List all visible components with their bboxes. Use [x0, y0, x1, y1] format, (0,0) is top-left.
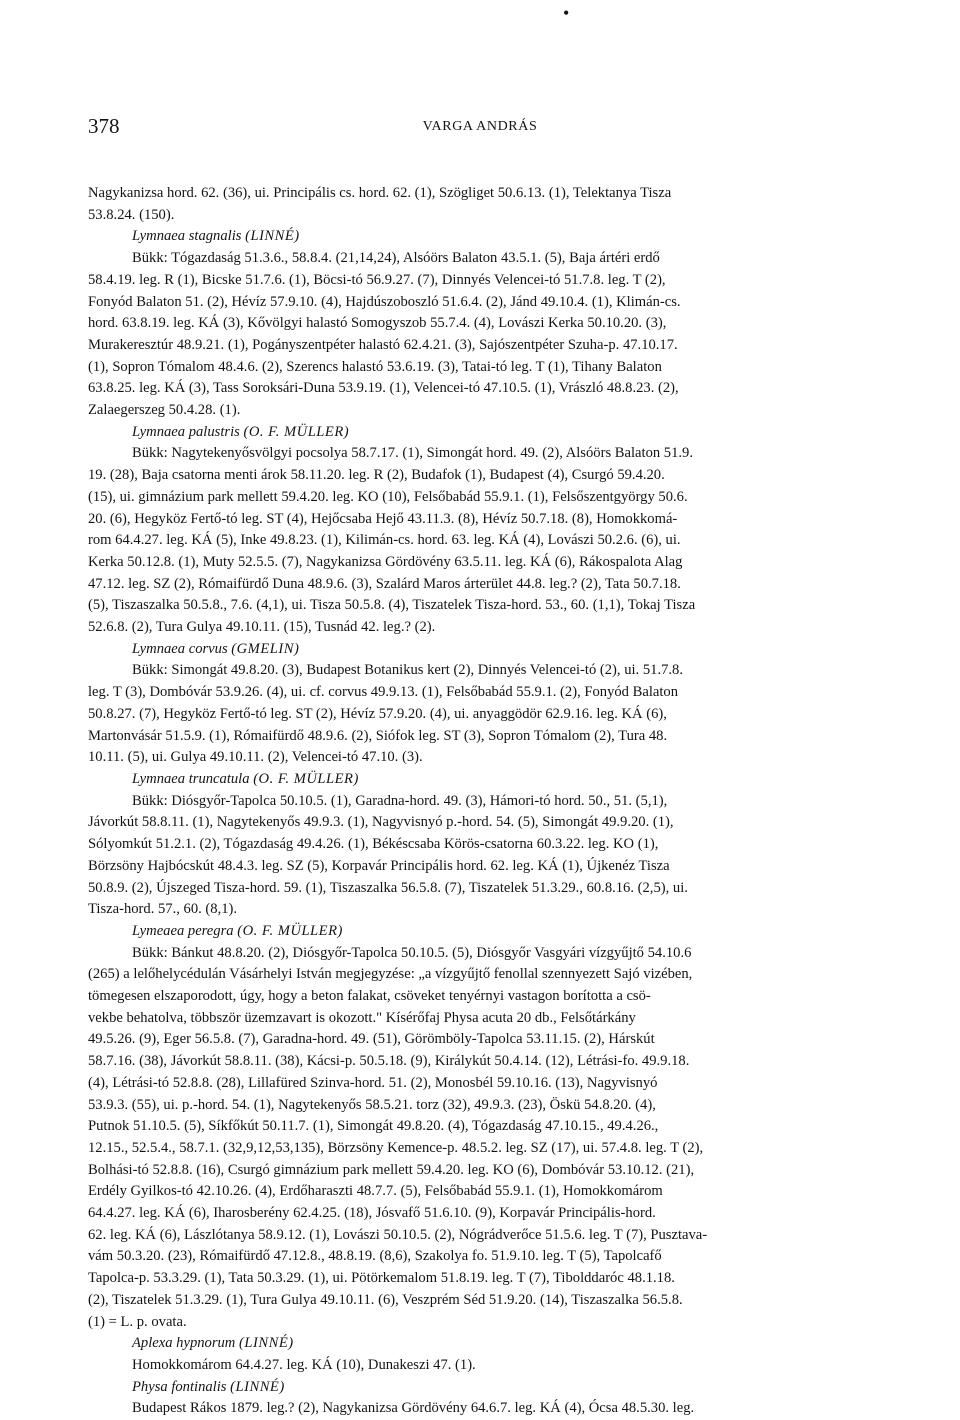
text-line: (15), ui. gimnázium park mellett 59.4.20. leg. KO (10), Felsőbabád 55.9.1. (1), Felsőszentgyörgy 50.6. [88, 488, 688, 505]
text-line: (5), Tiszaszalka 50.5.8., 7.6. (4,1), ui. Tisza 50.5.8. (4), Tiszatelek Tisza-hord. 53., 60. (1,1), Tokaj Tisza [88, 597, 696, 614]
locality-paragraph [88, 1398, 872, 1420]
locality-paragraph [88, 443, 872, 638]
text-line: 12.15., 52.5.4., 58.7.1. (32,9,12,53,135), Börzsöny Kemence-p. 48.5.2. leg. SZ (17), ui. 57.4.8. leg. T (2), [88, 1139, 704, 1156]
text-line: Martonvásár 51.5.9. (1), Rómaifürdő 48.9.6. (2), Siófok leg. ST (3), Sopron Tómalom (2), Tura 48. [88, 727, 668, 744]
text-line: 19. (28), Baja csatorna menti árok 58.11.20. leg. R (2), Budafok (1), Budapest (4), Csurgó 59.4.20. [88, 467, 665, 484]
text-line: Bükk: Tógazdaság 51.3.6., 58.8.4. (21,14,24), Alsóörs Balaton 43.5.1. (5), Baja ártéri erdő [132, 250, 660, 267]
text-line: 63.8.25. leg. KÁ (3), Tass Soroksári-Duna 53.9.19. (1), Velencei-tó 47.10.5. (1), Vrászló 48.8.23. (2), [88, 380, 679, 397]
text-line: Tapolca-p. 53.3.29. (1), Tata 50.3.29. (1), ui. Pötörkemalom 51.8.19. leg. T (7), Tibolddaróc 48.1.18. [88, 1270, 675, 1287]
text-line: (1), Sopron Tómalom 48.4.6. (2), Szerencs halastó 53.6.19. (3), Tatai-tó leg. T (1), Tihany Balaton [88, 358, 662, 375]
text-line: 10.11. (5), ui. Gulya 49.10.11. (2), Velencei-tó 47.10. (3). [88, 749, 423, 766]
species-heading [88, 639, 872, 661]
species-name: Lymnaea truncatula [132, 770, 250, 787]
text-line: Tisza-hord. 57., 60. (8,1). [88, 901, 238, 918]
text-line: 58.7.16. (38), Jávorkút 58.8.11. (38), Kácsi-p. 50.5.18. (9), Királykút 50.4.14. (12), Létrási-fo. 49.9.18. [88, 1053, 690, 1070]
text-line: Jávorkút 58.8.11. (1), Nagytekenyős 49.9.3. (1), Nagyvisnyó p.-hord. 54. (5), Simongát 49.9.20. (1), [88, 814, 674, 831]
text-line: 53.8.24. (150). [88, 206, 175, 223]
text-line: Bükk: Simongát 49.8.20. (3), Budapest Botanikus kert (2), Dinnyés Velencei-tó (2), ui. 51.7.8. [132, 662, 683, 679]
locality-paragraph [88, 248, 872, 422]
text-line: Sólyomkút 51.2.1. (2), Tógazdaság 49.4.26. (1), Békéscsaba Körös-csatorna 60.3.22. leg. KO (1), [88, 836, 659, 853]
bullet-mark: • [563, 3, 570, 23]
text-line: leg. T (3), Dombóvár 53.9.26. (4), ui. cf. corvus 49.9.13. (1), Felsőbabád 55.9.1. (2), Fonyód Balaton [88, 684, 679, 701]
page-header [0, 114, 960, 138]
text-line: Börzsöny Hajbócskút 48.4.3. leg. SZ (5), Korpavár Principális hord. 62. leg. KÁ (1), Újkenéz Tisza [88, 857, 670, 874]
text-line: Erdély Gyilkos-tó 42.10.26. (4), Erdőharaszti 48.7.7. (5), Felsőbabád 55.9.1. (1), Homokkomárom [88, 1183, 663, 1200]
intro-paragraph [88, 183, 872, 226]
species-name: Aplexa hypnorum [132, 1335, 236, 1352]
text-line: 62. leg. KÁ (6), Lászlótanya 58.9.12. (1), Lovászi 50.10.5. (2), Nógrádverőce 51.5.6. leg. T (7), Pusztava- [88, 1226, 708, 1243]
species-name: Lymnaea stagnalis [132, 228, 242, 245]
text-line: Zalaegerszeg 50.4.28. (1). [88, 402, 241, 419]
locality-paragraph [88, 1355, 872, 1377]
text-line: 53.9.3. (55), ui. p.-hord. 54. (1), Nagytekenyős 58.5.21. torz (32), 49.9.3. (23), Öskü 54.8.20. (4), [88, 1096, 656, 1113]
text-line: Murakeresztúr 48.9.21. (1), Pogányszentpéter halastó 62.4.21. (3), Sajószentpéter Szuha-p. 47.10.17. [88, 336, 678, 353]
text-line: (2), Tiszatelek 51.3.29. (1), Tura Gulya 49.10.11. (6), Veszprém Séd 51.9.20. (14), Tiszaszalka 56.5.8. [88, 1291, 683, 1308]
text-line: Fonyód Balaton 51. (2), Hévíz 57.9.10. (4), Hajdúszoboszló 51.6.4. (2), Jánd 49.10.4. (1), Klimán-cs. [88, 293, 681, 310]
text-line: 47.12. leg. SZ (2), Rómaifürdő Duna 48.9.6. (3), Szalárd Maros árterület 44.8. leg.? (2), Tata 50.7.18. [88, 575, 681, 592]
species-author: (O. F. MÜLLER) [243, 423, 350, 440]
text-line: vekbe behatolva, többször üzemzavart is okozott." Kísérőfaj Physa acuta 20 db., Felsőtárkány [88, 1009, 636, 1026]
text-line: 52.6.8. (2), Tura Gulya 49.10.11. (15), Tusnád 42. leg.? (2). [88, 619, 436, 636]
text-line: rom 64.4.27. leg. KÁ (5), Inke 49.8.23. (1), Kilimán-cs. hord. 63. leg. KÁ (4), Lovászi 50.2.6. (6), ui. [88, 532, 681, 549]
text-line: 50.8.27. (7), Hegyköz Fertő-tó leg. ST (2), Hévíz 57.9.20. (4), ui. anyaggödör 62.9.16. leg. KÁ (6), [88, 705, 667, 722]
species-heading [88, 422, 872, 444]
species-author: (LINNÉ) [245, 228, 300, 245]
species-author: (LINNÉ) [239, 1335, 294, 1352]
species-name: Lymnaea palustris [132, 423, 240, 440]
text-line: 64.4.27. leg. KÁ (6), Iharosberény 62.4.25. (18), Jósvafő 51.6.10. (9), Korpavár Principális-hord. [88, 1205, 656, 1222]
text-line: 58.4.19. leg. R (1), Bicske 51.7.6. (1), Böcsi-tó 56.9.27. (7), Dinnyés Velencei-tó 51.7.8. leg. T (2), [88, 271, 666, 288]
text-line: 20. (6), Hegyköz Fertő-tó leg. ST (4), Hejőcsaba Hejő 43.11.3. (8), Hévíz 50.7.18. (8), Homokkomá- [88, 510, 678, 527]
species-heading [88, 226, 872, 248]
page-body [88, 183, 872, 1420]
text-line: (265) a lelőhelycédulán Vásárhelyi István megjegyzése: „a vízgyűjtő fenollal szennyezett Sajó vizében, [88, 966, 693, 983]
page-number: 378 [88, 114, 120, 138]
species-heading [88, 1377, 872, 1399]
species-author: (LINNÉ) [230, 1378, 285, 1395]
running-head: VARGA ANDRÁS [422, 119, 538, 134]
text-line: tömegesen elszaporodott, úgy, hogy a beton falakat, csöveket tenyérnyi vastagon borította a csö- [88, 988, 651, 1005]
text-line: (4), Létrási-tó 52.8.8. (28), Lillafüred Szinva-hord. 51. (2), Monosbél 59.10.16. (13), Nagyvisnyó [88, 1074, 658, 1091]
locality-paragraph [88, 791, 872, 921]
text-line: Bolhási-tó 52.8.8. (16), Csurgó gimnázium park mellett 59.4.20. leg. KO (6), Dombóvár 53.10.12. (21), [88, 1161, 695, 1178]
species-author: (GMELIN) [231, 640, 300, 657]
text-line: Nagykanizsa hord. 62. (36), ui. Principális cs. hord. 62. (1), Szögliget 50.6.13. (1), Telektanya Tisza [88, 185, 672, 201]
text-line: hord. 63.8.19. leg. KÁ (3), Kővölgyi halastó Somogyszob 55.7.4. (4), Lovászi Kerka 50.10.20. (3), [88, 315, 667, 332]
text-line: Bükk: Diósgyőr-Tapolca 50.10.5. (1), Garadna-hord. 49. (3), Hámori-tó hord. 50., 51. (5,1), [132, 792, 668, 809]
species-author: (O. F. MÜLLER) [237, 922, 343, 939]
species-name: Lymeaea peregra [132, 922, 234, 939]
locality-paragraph [88, 943, 872, 1334]
text-line: Putnok 51.10.5. (5), Síkfőkút 50.11.7. (1), Simongát 49.8.20. (4), Tógazdaság 47.10.15., 49.4.26., [88, 1118, 659, 1135]
species-name: Lymnaea corvus [132, 640, 228, 657]
species-heading [88, 769, 872, 791]
species-author: (O. F. MÜLLER) [253, 770, 359, 787]
species-sections [88, 226, 872, 1420]
text-line: Budapest Rákos 1879. leg.? (2), Nagykanizsa Gördövény 64.6.7. leg. KÁ (4), Ócsa 48.5.30. leg. [132, 1400, 695, 1417]
text-line: 50.8.9. (2), Újszeged Tisza-hord. 59. (1), Tiszaszalka 56.5.8. (7), Tiszatelek 51.3.29., 60.8.16. (2,5), ui. [88, 879, 688, 896]
species-heading [88, 921, 872, 943]
text-line: Bükk: Nagytekenyősvölgyi pocsolya 58.7.17. (1), Simongát hord. 49. (2), Alsóörs Balaton 51.9. [132, 445, 693, 462]
text-line: vám 50.3.20. (23), Rómaifürdő 47.12.8., 48.8.19. (8,6), Szakolya fo. 51.9.10. leg. T (5), Tapolcafő [88, 1248, 662, 1265]
text-line: Homokkomárom 64.4.27. leg. KÁ (10), Dunakeszi 47. (1). [132, 1356, 476, 1373]
species-heading [88, 1333, 872, 1355]
text-line: 49.5.26. (9), Eger 56.5.8. (7), Garadna-hord. 49. (51), Görömböly-Tapolca 53.11.15. (2), Hárskút [88, 1031, 655, 1048]
text-line: Bükk: Bánkut 48.8.20. (2), Diósgyőr-Tapolca 50.10.5. (5), Diósgyőr Vasgyári vízgyűjtő 54.10.6 [132, 944, 692, 961]
text-line: Kerka 50.12.8. (1), Muty 52.5.5. (7), Nagykanizsa Gördövény 63.5.11. leg. KÁ (6), Rákospalota Alag [88, 553, 683, 570]
species-name: Physa fontinalis [132, 1378, 227, 1395]
locality-paragraph [88, 660, 872, 769]
text-line: (1) = L. p. ovata. [88, 1313, 187, 1330]
